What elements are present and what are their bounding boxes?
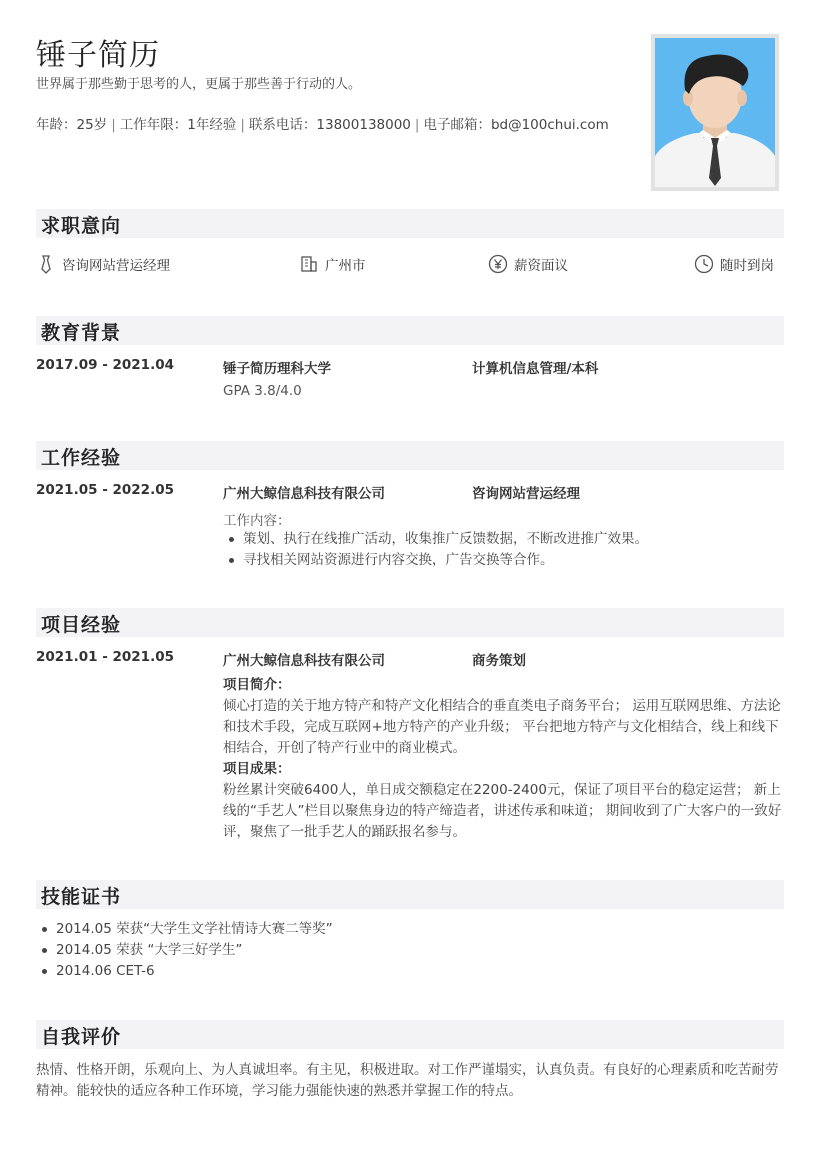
- section-project: [36, 608, 784, 637]
- education-date: 2017.09 - 2021.04: [36, 357, 174, 373]
- yen-icon: [488, 254, 508, 274]
- project-intro: 倾心打造的关于地方特产和特产文化相结合的垂直类电子商务平台； 运用互联网思维、方法论和技术手段，完成互联网+地方特产的产业升级； 平台把地方特产与文化相结合，线上和线下相结合，开创了特产行业中的商业模式。: [223, 698, 781, 756]
- section-title: 教育背景: [41, 322, 122, 344]
- list-item: 策划、执行在线推广活动，收集推广反馈数据，不断改进推广效果。: [223, 529, 788, 550]
- work-company: 广州大鲸信息科技有限公司: [223, 486, 385, 502]
- project-result-label: 项目成果：: [223, 761, 291, 777]
- section-title: 求职意向: [41, 215, 122, 237]
- section-education: [36, 316, 784, 345]
- intent-position-label: 咨询网站营运经理: [62, 258, 170, 274]
- education-gpa: GPA 3.8/4.0: [223, 383, 302, 399]
- avatar-photo: [651, 34, 779, 191]
- project-intro-label: 项目简介：: [223, 677, 291, 693]
- project-company: 广州大鲸信息科技有限公司: [223, 653, 385, 669]
- avatar-illustration: [655, 38, 775, 187]
- section-title: 项目经验: [41, 614, 122, 636]
- section-work: [36, 441, 784, 470]
- motto: 世界属于那些勤于思考的人，更属于那些善于行动的人。: [36, 77, 362, 92]
- phone: 联系电话：13800138000: [248, 117, 411, 133]
- list-item: 2014.05 荣获 “大学三好学生”: [36, 940, 784, 961]
- work-years: 工作年限：1年经验: [119, 117, 237, 133]
- project-result: 粉丝累计突破6400人，单日成交额稳定在2200-2400元，保证了项目平台的稳定运营； 新上线的“手艺人”栏目以聚焦身边的特产缔造者，讲述传承和味道； 期间收到了广大客户的一致好评，聚焦了一批手艺人的踊跃报名参与。: [223, 782, 782, 840]
- section-title: 自我评价: [41, 1026, 122, 1048]
- intent-city-label: 广州市: [325, 258, 366, 274]
- list-item: 2014.05 荣获“大学生文学社情诗大赛二等奖”: [36, 919, 784, 940]
- building-icon: [299, 254, 319, 274]
- work-items: [223, 529, 788, 571]
- intent-position: [36, 253, 170, 275]
- work-date: 2021.05 - 2022.05: [36, 482, 174, 498]
- email: 电子邮箱：bd@100chui.com: [423, 117, 609, 133]
- list-item: 2014.06 CET-6: [36, 961, 784, 982]
- evaluation-text: 热情、性格开朗，乐观向上、为人真诚坦率。有主见，积极进取。对工作严谨塌实，认真负责。有良好的心理素质和吃苦耐劳精神。能较快的适应各种工作环境，学习能力强能快速的熟悉并掌握工作的特点。: [36, 1062, 779, 1099]
- age: 年龄：25岁: [36, 117, 108, 133]
- work-role: 咨询网站营运经理: [472, 486, 580, 502]
- project-role: 商务策划: [472, 653, 526, 669]
- skills-list: [36, 919, 784, 982]
- intent-city: [299, 253, 366, 275]
- intent-availability-label: 随时到岗: [720, 258, 774, 274]
- project-description: [223, 675, 783, 843]
- intent-salary: [488, 253, 568, 275]
- list-item: 寻找相关网站资源进行内容交换，广告交换等合作。: [223, 550, 788, 571]
- intent-salary-label: 薪资面议: [514, 258, 568, 274]
- section-intent: [36, 209, 784, 238]
- section-evaluation: [36, 1020, 784, 1049]
- tie-icon: [36, 254, 56, 274]
- clock-icon: [694, 254, 714, 274]
- section-skills: [36, 880, 784, 909]
- work-content-label: 工作内容：: [223, 513, 291, 529]
- intent-availability: [694, 253, 774, 275]
- education-major: 计算机信息管理/本科: [472, 361, 599, 377]
- resume-title: 锤子简历: [36, 38, 160, 73]
- personal-info: 年龄：25岁 | 工作年限：1年经验 | 联系电话：13800138000 | 电子邮箱：bd@100chui.com: [36, 117, 609, 133]
- section-title: 工作经验: [41, 447, 122, 469]
- section-title: 技能证书: [41, 886, 122, 908]
- education-school: 锤子简历理科大学: [223, 361, 331, 377]
- project-date: 2021.01 - 2021.05: [36, 649, 174, 665]
